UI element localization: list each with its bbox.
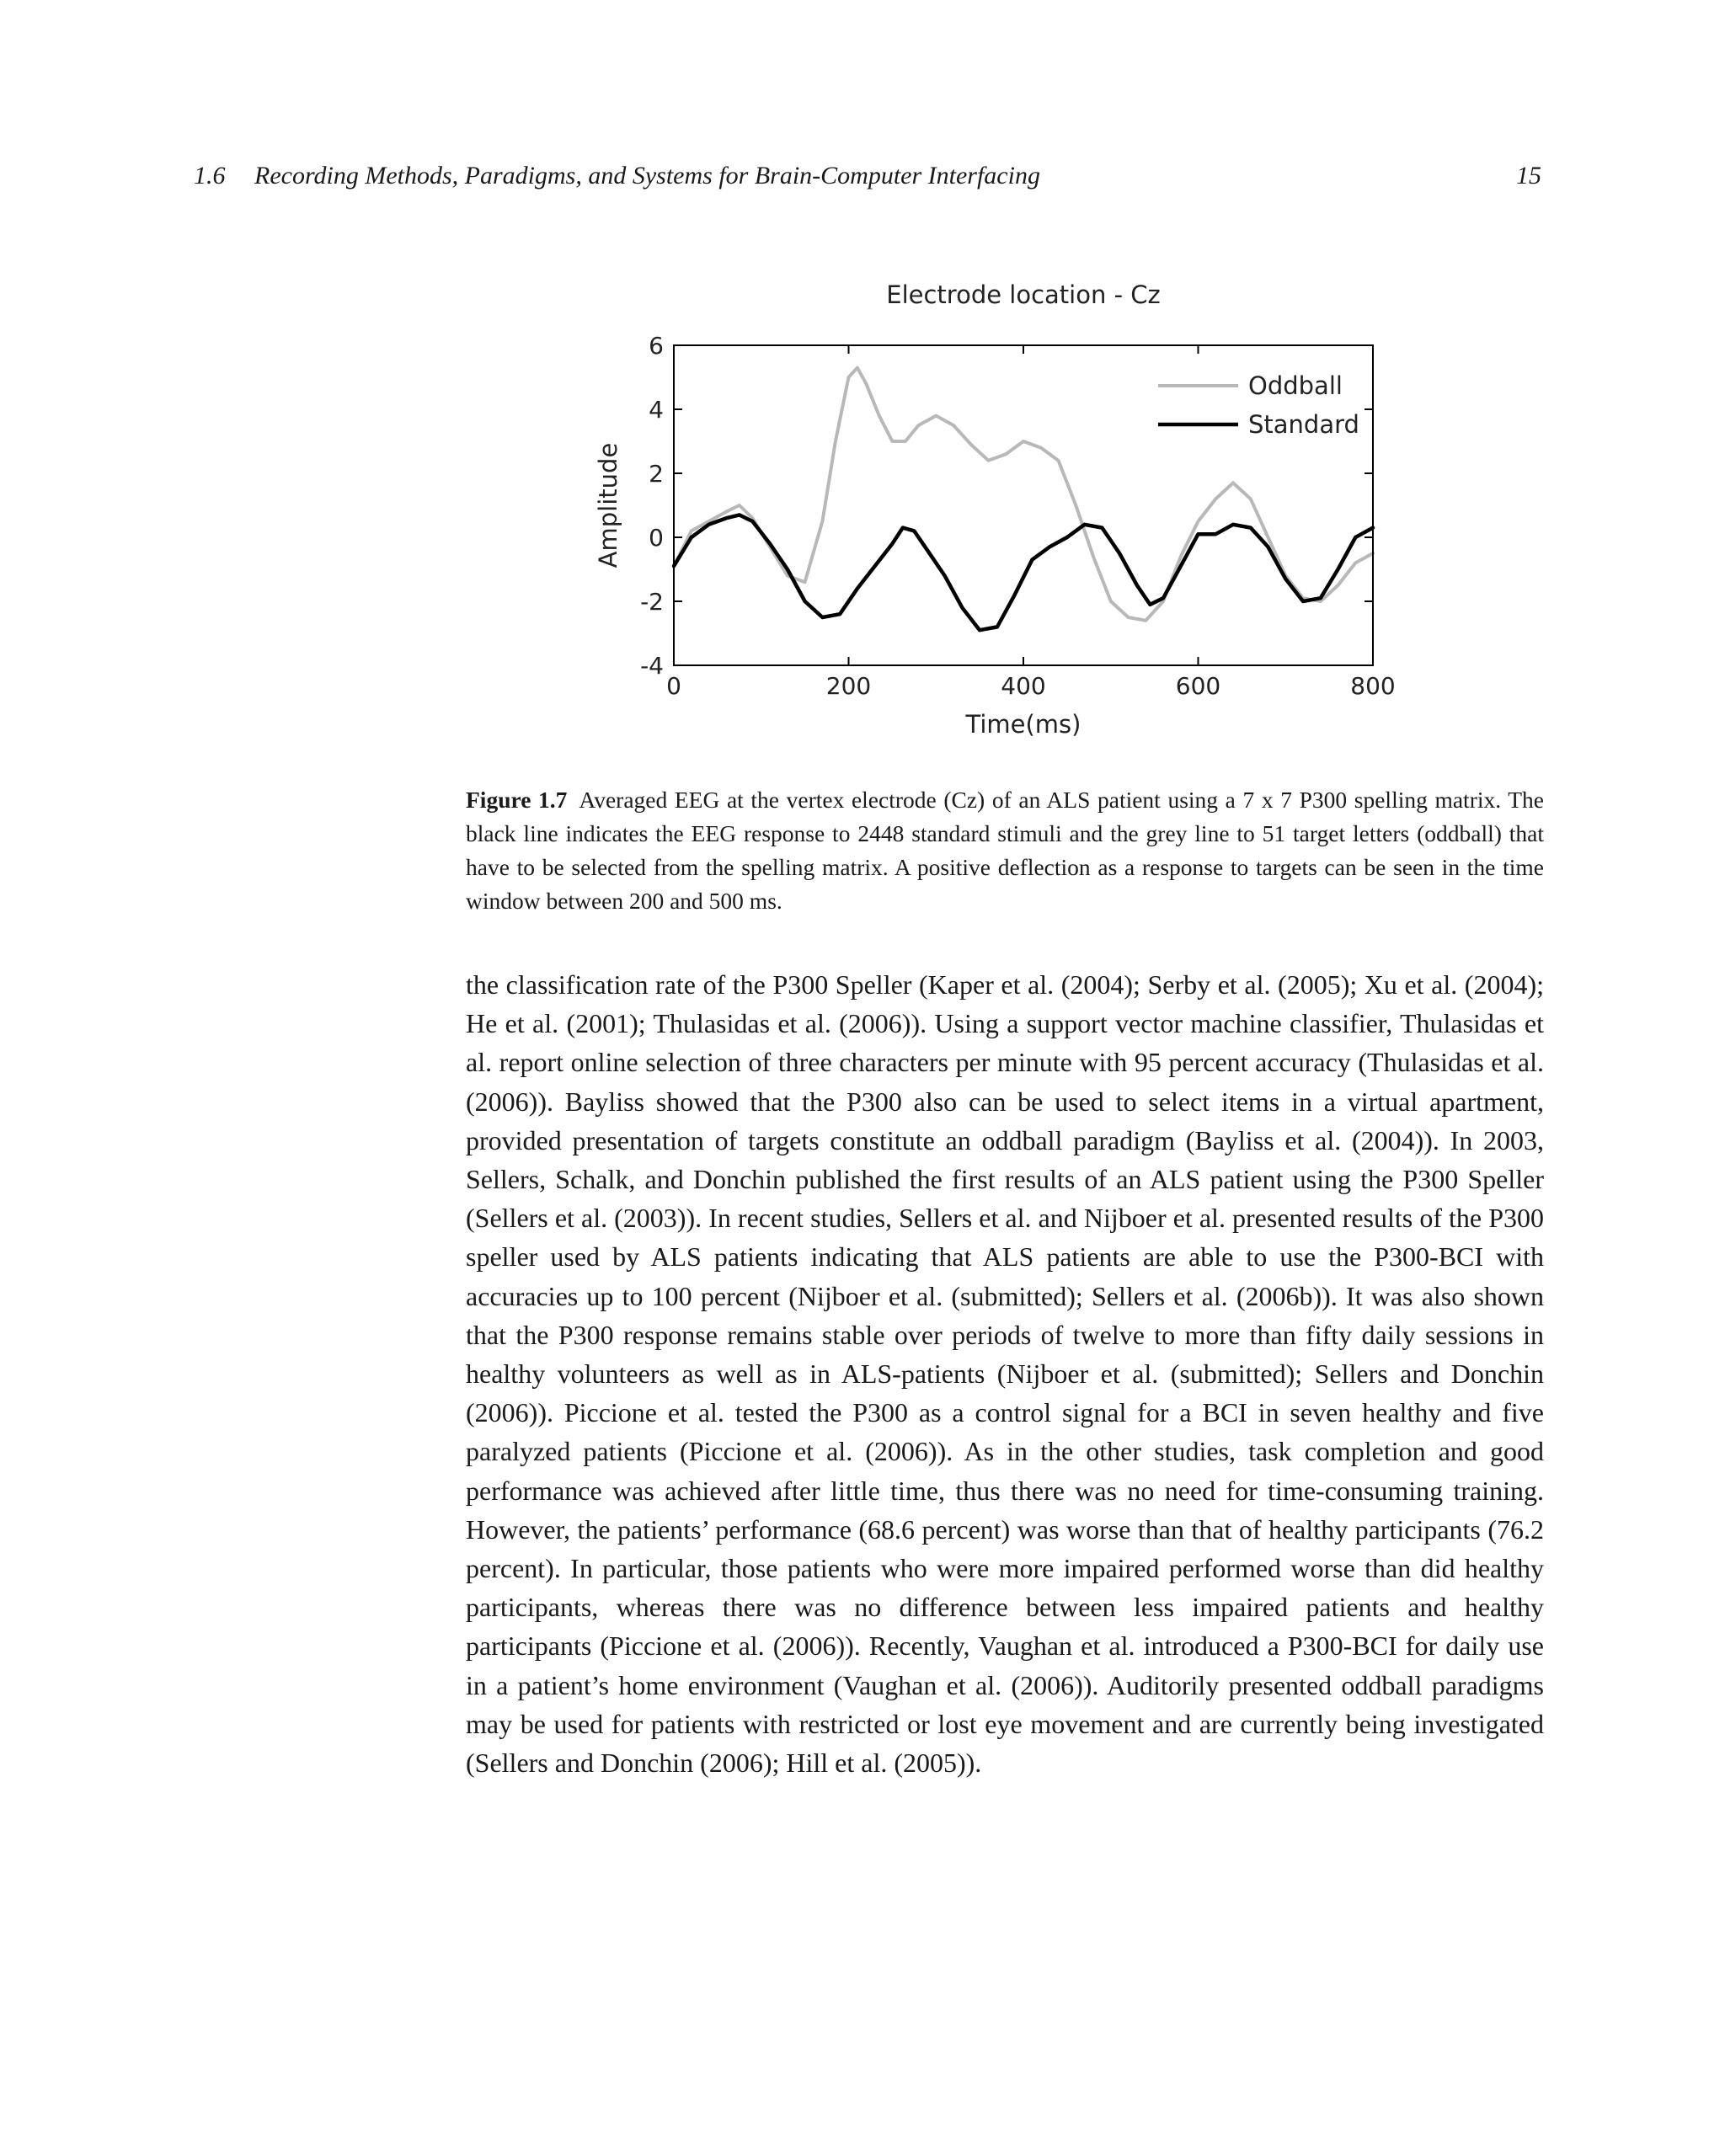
series-line-oddball <box>674 368 1373 621</box>
legend-label-standard: Standard <box>1248 410 1359 439</box>
section-number: 1.6 <box>194 162 226 189</box>
y-tick-label: 6 <box>649 332 664 360</box>
x-axis-label: Time(ms) <box>965 710 1081 739</box>
series-line-standard <box>674 515 1373 630</box>
legend-label-oddball: Oddball <box>1248 371 1343 400</box>
figure-caption-text: Averaged EEG at the vertex electrode (Cz) of an ALS patient using a 7 x 7 P300 spelling matrix. The black line indicates the EEG response to 2448 standard stimuli and the grey line to 51 target letters (oddball) that have to be selected from the spelling matrix. A positive deflection as a response to targets can be seen in the time window between 200 and 500 ms. <box>466 787 1545 914</box>
body-paragraph: the classification rate of the P300 Speller (Kaper et al. (2004); Serby et al. (2005); Xu et al. (2004); He et al. (2001); Thulasidas et al. (2006)). Using a support vector machine classifier, Thulasidas et al. report online selection of three characters per minute with 95 percent accuracy (Thulasidas et al. (2006)). Bayliss showed that the P300 also can be used to select items in a virtual apartment, provided presentation of targets constitute an oddball paradigm (Bayliss et al. (2004)). In 2003, Sellers, Schalk, and Donchin published the first results of an ALS patient using the P300 Speller (Sellers et al. (2003)). In recent studies, Sellers et al. and Nijboer et al. presented results of the P300 speller used by ALS patients indicating that ALS patients are able to use the P300-BCI with accuracies up to 100 percent (Nijboer et al. (submitted); Sellers et al. (2006b)). It was also shown that the P300 response remains stable over periods of twelve to more than fifty daily sessions in healthy volunteers as well as in ALS-patients (Nijboer et al. (submitted); Sellers and Donchin (2006)). Piccione et al. tested the P300 as a control signal for a BCI in seven healthy and five paralyzed patients (Piccione et al. (2006)). As in the other studies, task completion and good performance was achieved after little time, thus there was no need for time-consuming training. However, the patients’ performance (68.6 percent) was worse than that of healthy participants (76.2 percent). In particular, those patients who were more impaired performed worse than did healthy participants, whereas there was no difference between less impaired patients and healthy participants (Piccione et al. (2006)). Recently, Vaughan et al. introduced a P300-BCI for daily use in a patient’s home environment (Vaughan et al. (2006)). Auditorily presented oddball paradigms may be used for patients with restricted or lost eye movement and are currently being investigated (Sellers and Donchin (2006); Hill et al. (2005)). <box>466 969 1544 1779</box>
eeg-chart <box>573 261 1415 758</box>
figure-caption <box>466 783 1544 918</box>
running-head <box>194 162 1541 195</box>
x-tick-label: 800 <box>1350 672 1396 700</box>
section-title: Recording Methods, Paradigms, and Systems for Brain-Computer Interfacing <box>254 162 1040 189</box>
y-tick-label: 2 <box>649 460 664 488</box>
y-tick-label: 4 <box>649 396 664 424</box>
y-tick-label: -2 <box>640 588 664 616</box>
x-tick-label: 200 <box>825 672 872 700</box>
chart-title: Electrode location - Cz <box>886 280 1161 309</box>
y-tick-label: 0 <box>649 524 664 552</box>
x-tick-label: 400 <box>1001 672 1046 700</box>
body-text <box>466 965 1544 1782</box>
figure-chart <box>573 261 1415 758</box>
page-number: 15 <box>1516 162 1541 189</box>
x-tick-label: 0 <box>666 672 681 700</box>
y-axis-label: Amplitude <box>594 442 622 568</box>
figure-label: Figure 1.7 <box>466 787 568 813</box>
x-tick-label: 600 <box>1175 672 1221 700</box>
y-tick-label: -4 <box>640 652 664 680</box>
